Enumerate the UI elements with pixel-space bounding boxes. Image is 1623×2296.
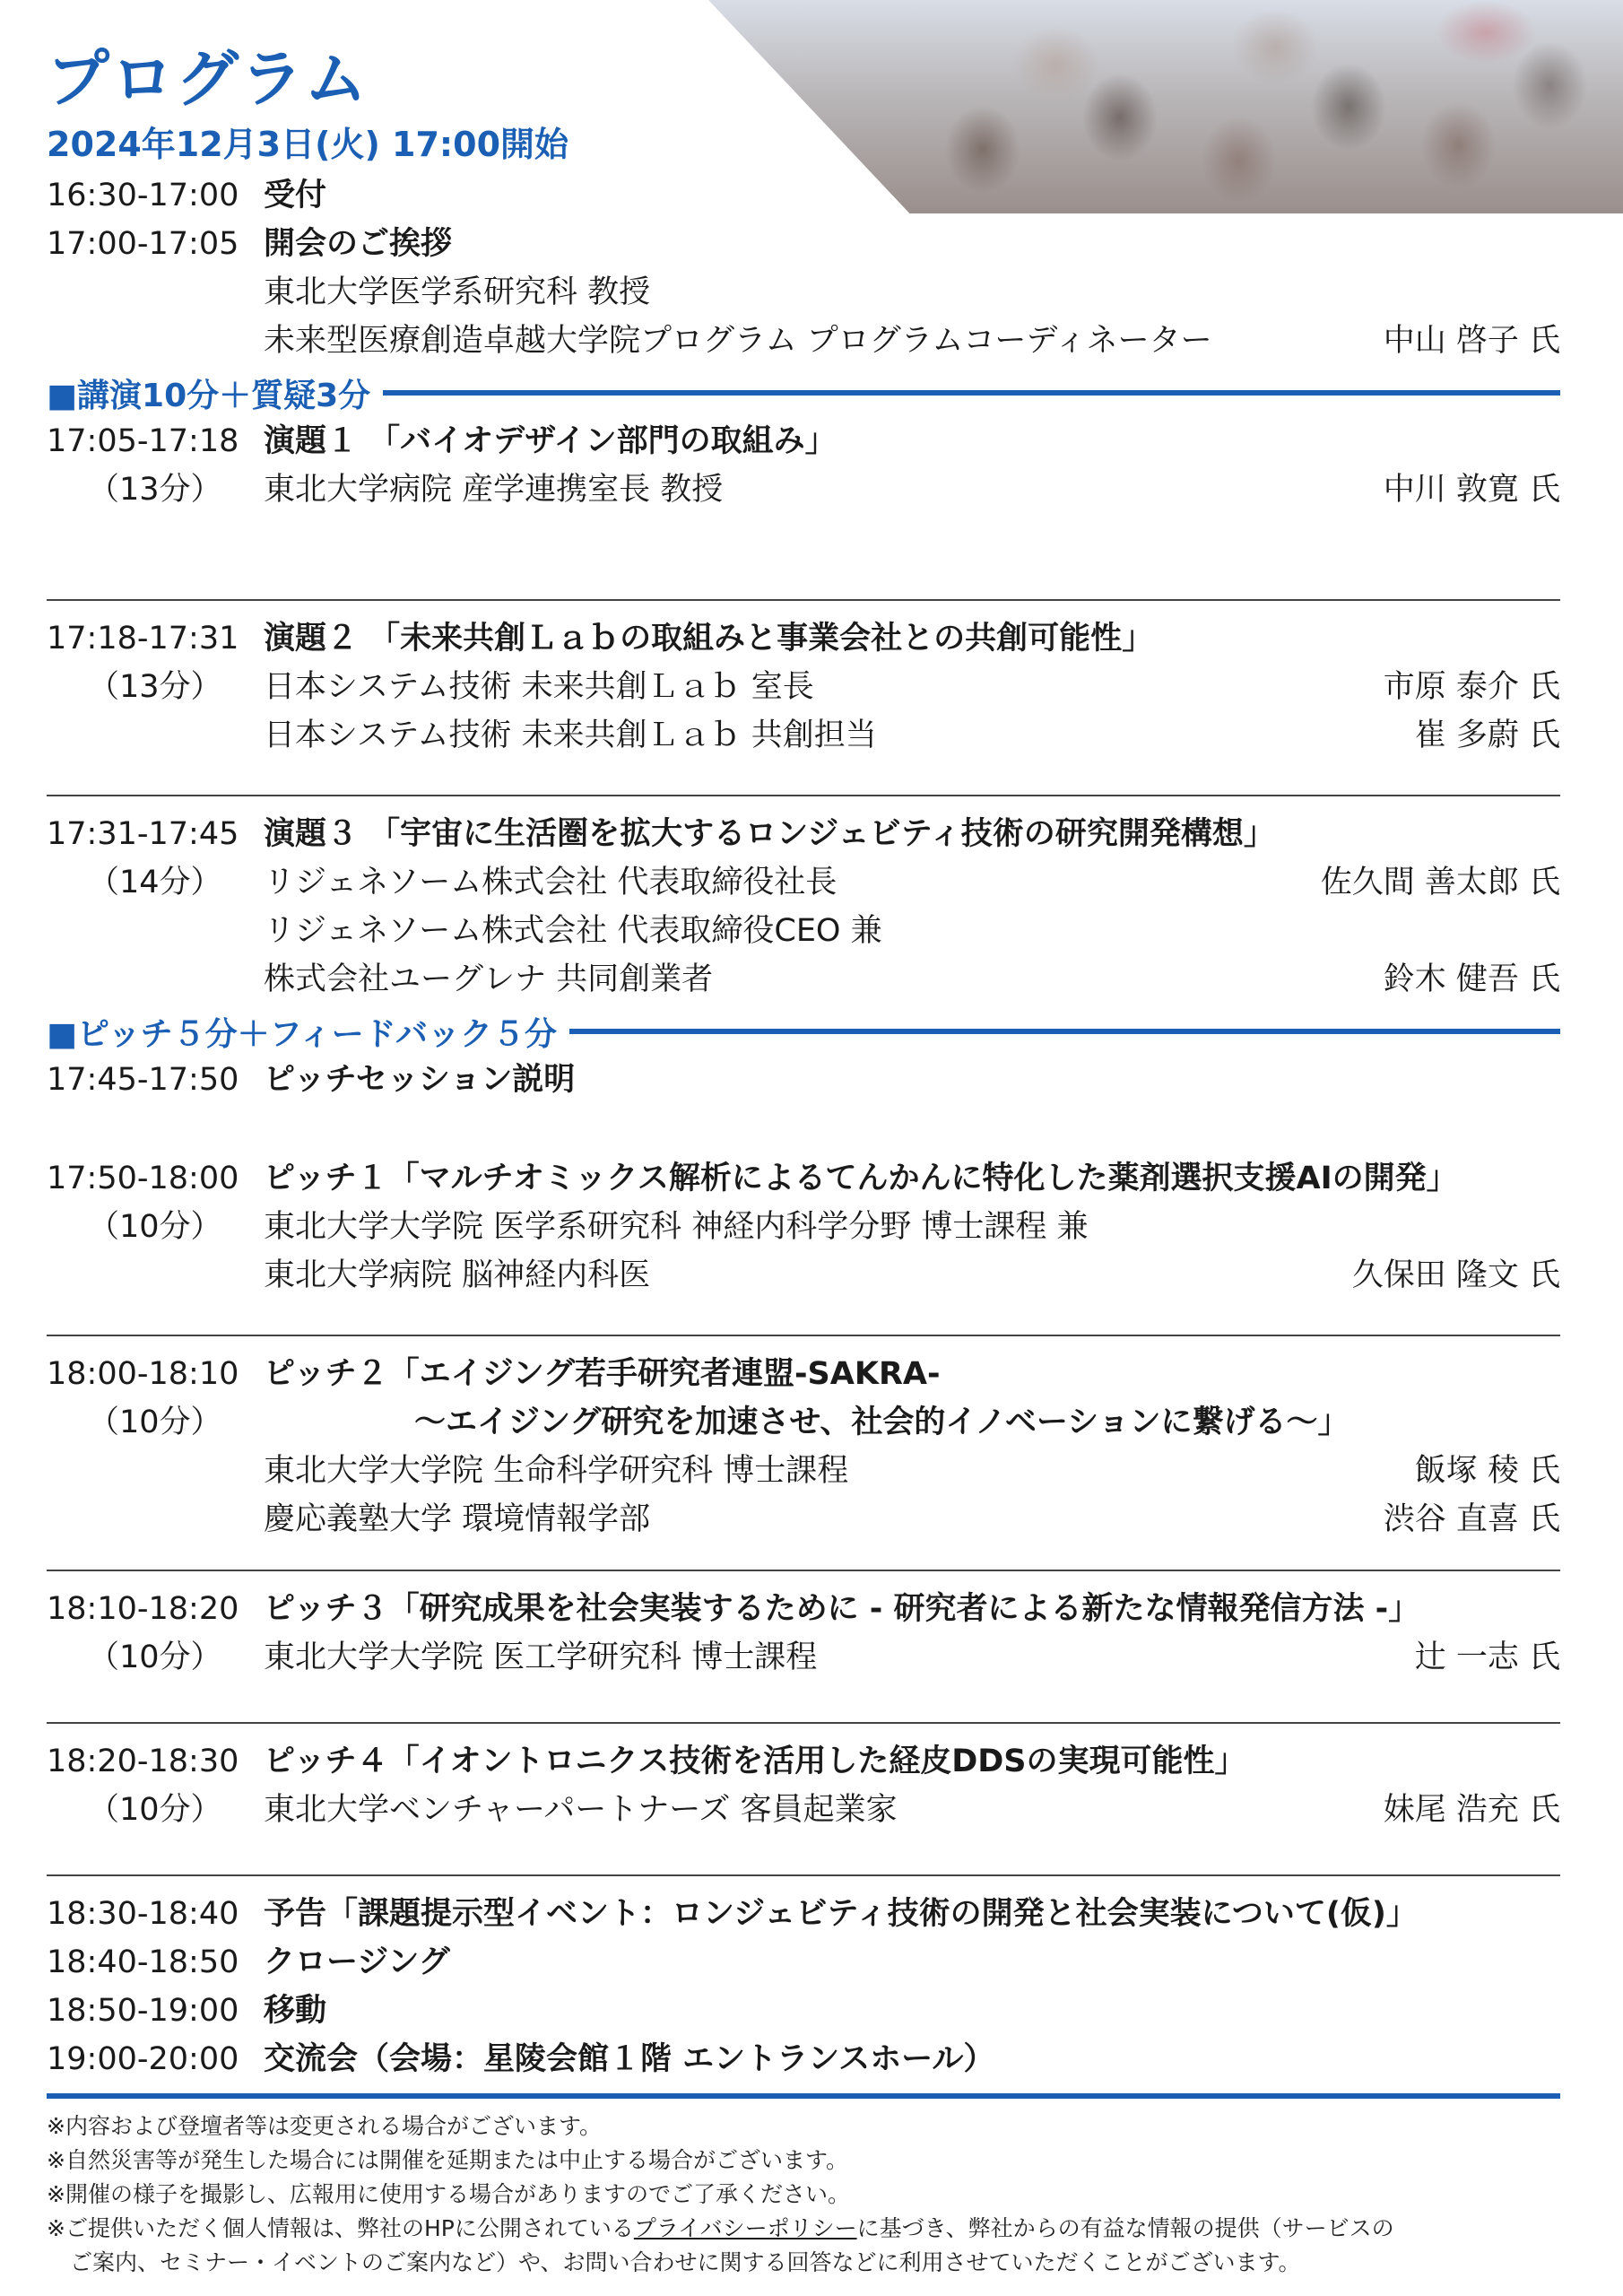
program-row <box>47 269 1560 316</box>
session-title: 演題２ 「未来共創Ｌａｂの取組みと事業会社との共創可能性」 <box>264 621 1154 657</box>
note-line <box>47 2212 1560 2246</box>
session-title: 演題３ 「宇宙に生活圏を拡大するロンジェビティ技術の研究開発構想」 <box>264 816 1275 852</box>
affiliation: 東北大学大学院 医工学研究科 博士課程 <box>264 1639 818 1675</box>
section-divider <box>569 1029 1560 1034</box>
time-slot: 18:10-18:20 <box>47 1591 239 1627</box>
program-row <box>47 1738 1560 1785</box>
time-slot: 19:00-20:00 <box>47 2041 239 2077</box>
program-row <box>47 1057 1560 1103</box>
speaker-name: 妹尾 浩充 氏 <box>1383 1792 1560 1828</box>
time-slot: 18:50-19:00 <box>47 1993 239 2029</box>
row-divider <box>47 795 1560 796</box>
program-row <box>47 466 1560 513</box>
duration: （10分） <box>88 1209 222 1245</box>
note-line: ご案内、セミナー・イベントのご案内など）や、お問い合わせに関する回答などに利用させていただくことがございます。 <box>70 2249 1301 2275</box>
time-slot: 16:30-17:00 <box>47 178 239 213</box>
speaker-name: 崔 多蔚 氏 <box>1414 718 1560 753</box>
duration: （10分） <box>88 1639 222 1675</box>
speaker-name: 飯塚 稜 氏 <box>1414 1453 1560 1489</box>
speaker-name: 久保田 隆文 氏 <box>1351 1257 1560 1293</box>
time-slot: 17:31-17:45 <box>47 816 239 852</box>
time-slot: 17:05-17:18 <box>47 423 239 459</box>
program-row <box>47 1252 1560 1299</box>
program-row <box>47 1399 1560 1446</box>
time-slot: 18:40-18:50 <box>47 1944 239 1980</box>
note-line: ※開催の様子を撮影し、広報用に使用する場合がありますのでご了承ください。 <box>47 2181 850 2207</box>
session-title: ピッチ１「マルチオミックス解析によるてんかんに特化した薬剤選択支援AIの開発」 <box>264 1161 1458 1196</box>
affiliation: リジェネソーム株式会社 代表取締役社長 <box>264 865 838 900</box>
program-row <box>47 956 1560 1003</box>
section-label: ■講演10分＋質疑3分 <box>47 377 371 414</box>
time-slot: 18:20-18:30 <box>47 1744 239 1779</box>
program-row <box>47 317 1560 364</box>
time-slot: 17:18-17:31 <box>47 621 239 657</box>
program-row <box>47 418 1560 465</box>
session-title: 予告「課題提示型イベント：ロンジェビティ技術の開発と社会実装について(仮)」 <box>264 1896 1418 1932</box>
program-row <box>47 1586 1560 1632</box>
program-row <box>47 908 1560 954</box>
speaker-name: 鈴木 健吾 氏 <box>1383 961 1560 997</box>
program-row <box>47 172 1560 219</box>
program-row <box>47 1496 1560 1543</box>
affiliation: 株式会社ユーグレナ 共同創業者 <box>264 961 714 997</box>
session-subtitle: 〜エイジング研究を加速させ、社会的イノベーションに繋げる〜」 <box>414 1405 1350 1440</box>
note-line: ※自然災害等が発生した場合には開催を延期または中止する場合がございます。 <box>47 2147 848 2173</box>
speaker-name: 渋谷 直喜 氏 <box>1383 1501 1560 1537</box>
affiliation: リジェネソーム株式会社 代表取締役CEO 兼 <box>264 913 882 949</box>
affiliation: 東北大学大学院 医学系研究科 神経内科学分野 博士課程 兼 <box>264 1209 1089 1245</box>
session-title: ピッチセッション説明 <box>264 1062 576 1098</box>
program-row <box>47 1204 1560 1250</box>
event-date: 2024年12月3日(火) 17:00開始 <box>47 125 569 164</box>
row-divider <box>47 1570 1560 1571</box>
time-slot: 17:00-17:05 <box>47 226 239 262</box>
program-row <box>47 1351 1560 1397</box>
time-slot: 18:30-18:40 <box>47 1896 239 1932</box>
section-label: ■ピッチ５分＋フィードバック５分 <box>47 1015 557 1053</box>
program-row <box>47 1891 1560 1937</box>
note-line: ※内容および登壇者等は変更される場合がございます。 <box>47 2113 602 2139</box>
speaker-name: 市原 泰介 氏 <box>1383 669 1560 705</box>
program-row <box>47 1634 1560 1681</box>
program-row <box>47 1448 1560 1494</box>
session-title: 開会のご挨拶 <box>264 226 453 262</box>
footnotes <box>47 2109 1560 2280</box>
duration: （14分） <box>88 865 222 900</box>
session-title: ピッチ３「研究成果を社会実装するために - 研究者による新たな情報発信方法 -」 <box>264 1591 1420 1627</box>
affiliation: 東北大学ベンチャーパートナーズ 客員起業家 <box>264 1792 898 1828</box>
speaker-name: 辻 一志 氏 <box>1414 1639 1560 1675</box>
footer-divider <box>47 2093 1560 2099</box>
page-title: プログラム <box>47 42 369 116</box>
affiliation: 東北大学大学院 生命科学研究科 博士課程 <box>264 1453 849 1489</box>
affiliation: 日本システム技術 未来共創Ｌａｂ 室長 <box>264 669 814 705</box>
session-title: 移動 <box>264 1993 327 2029</box>
program-row <box>47 859 1560 906</box>
session-title: 交流会（会場：星陵会館１階 エントランスホール） <box>264 2041 995 2077</box>
affiliation: 慶応義塾大学 環境情報学部 <box>264 1501 651 1537</box>
duration: （13分） <box>88 472 222 508</box>
program-row <box>47 664 1560 710</box>
program-row <box>47 221 1560 267</box>
time-slot: 18:00-18:10 <box>47 1356 239 1392</box>
section-heading-pitch <box>47 1008 1560 1055</box>
affiliation: 未来型医療創造卓越大学院プログラム プログラムコーディネーター <box>264 323 1212 359</box>
program-row <box>47 1787 1560 1833</box>
row-divider <box>47 1335 1560 1336</box>
affiliation: 東北大学医学系研究科 教授 <box>264 274 651 310</box>
program-row <box>47 615 1560 662</box>
row-divider <box>47 599 1560 601</box>
program-row <box>47 1939 1560 1986</box>
row-divider <box>47 1722 1560 1724</box>
note-text: ※ご提供いただく個人情報は、弊社のHPに公開されている <box>47 2215 634 2241</box>
section-heading-talks <box>47 370 1560 416</box>
affiliation: 東北大学病院 脳神経内科医 <box>264 1257 651 1293</box>
row-divider <box>47 1874 1560 1876</box>
program-row <box>47 712 1560 759</box>
session-title: ピッチ４「イオントロニクス技術を活用した経皮DDSの実現可能性」 <box>264 1744 1246 1779</box>
duration: （10分） <box>88 1405 222 1440</box>
section-divider <box>383 390 1560 396</box>
speaker-name: 中山 啓子 氏 <box>1383 323 1560 359</box>
program-row <box>47 1155 1560 1202</box>
privacy-policy-link[interactable]: プライバシーポリシー <box>633 2215 857 2241</box>
affiliation: 日本システム技術 未来共創Ｌａｂ 共創担当 <box>264 718 877 753</box>
session-title: 受付 <box>264 178 327 213</box>
speaker-name: 佐久間 善太郎 氏 <box>1320 865 1560 900</box>
program-row <box>47 811 1560 857</box>
program-row <box>47 2036 1560 2083</box>
program-row <box>47 1987 1560 2034</box>
duration: （13分） <box>88 669 222 705</box>
session-title: クロージング <box>264 1944 450 1980</box>
session-title: ピッチ２「エイジング若手研究者連盟-SAKRA- <box>264 1356 941 1392</box>
time-slot: 17:45-17:50 <box>47 1062 239 1098</box>
note-text: に基づき、弊社からの有益な情報の提供（サービスの <box>856 2215 1394 2241</box>
speaker-name: 中川 敦寛 氏 <box>1383 472 1560 508</box>
affiliation: 東北大学病院 産学連携室長 教授 <box>264 472 724 508</box>
duration: （10分） <box>88 1792 222 1828</box>
time-slot: 17:50-18:00 <box>47 1161 239 1196</box>
session-title: 演題１ 「バイオデザイン部門の取組み」 <box>264 423 837 459</box>
